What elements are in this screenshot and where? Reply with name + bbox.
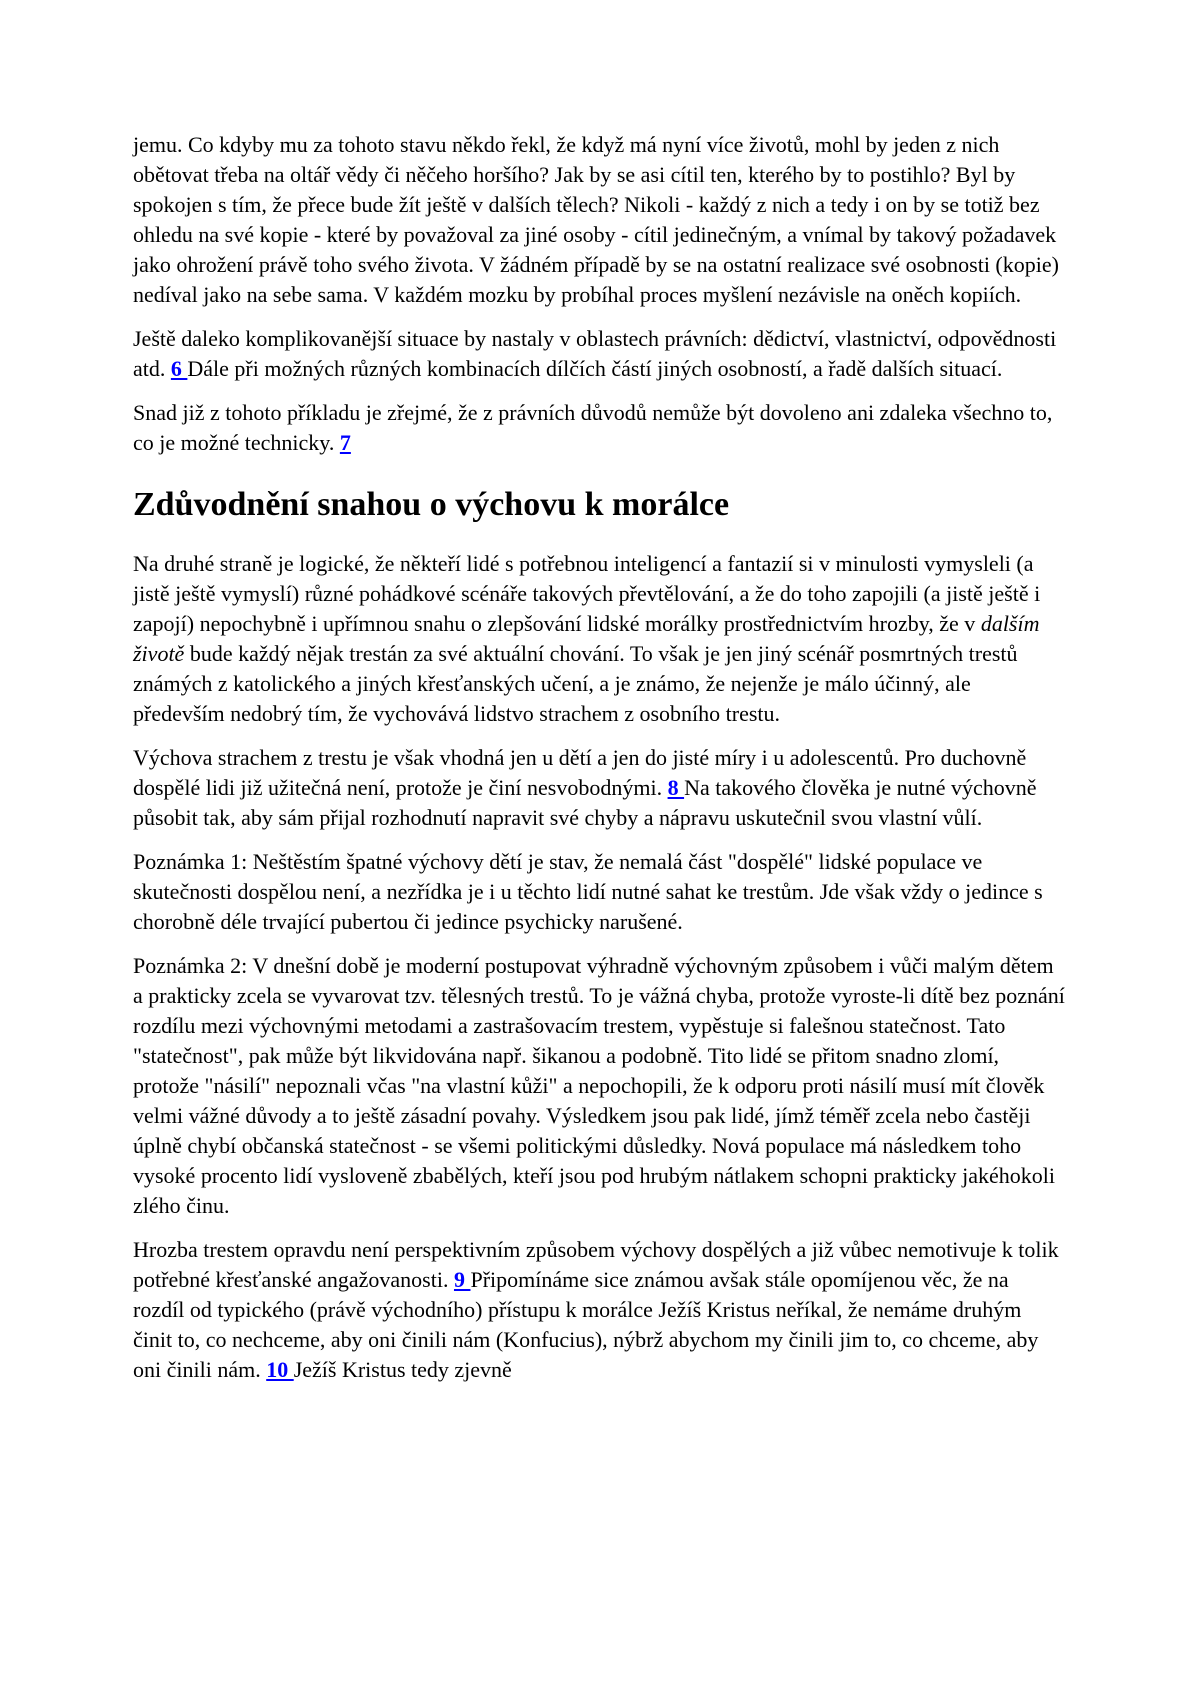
body-text: jemu. Co kdyby mu za tohoto stavu někdo řekl, že když má nyní více životů, mohl by jeden z nich obětovat třeba na oltář vědy či něčeho horšího? Jak by se asi cítil ten, kterého by to postihlo? Byl by spokojen s tím, že přece bude žít ještě v dalších tělech? Nikoli - každý z nich a tedy i on by se totiž bez ohledu na své kopie - které by považoval za jiné osoby - cítil jedinečným, a vnímal by takový požadavek jako ohrožení právě toho svého života. V žádném případě by se na ostatní realizace své osobnosti (kopie) nedíval jako na sebe sama. V každém mozku by probíhal proces myšlení nezávisle na oněch kopiích. bbox=[133, 132, 1059, 307]
paragraph bbox=[133, 398, 1065, 458]
paragraph bbox=[133, 1235, 1065, 1385]
body-text: Snad již z tohoto příkladu je zřejmé, že z právních důvodů nemůže být dovoleno ani zdaleka všechno to, co je možné technicky. bbox=[133, 400, 1053, 455]
paragraph bbox=[133, 951, 1065, 1221]
emphasized-text: dalším životě bbox=[133, 611, 1040, 666]
body-text: Výchova strachem z trestu je však vhodná jen u dětí a jen do jisté míry i u adolescentů. Pro duchovně dospělé lidi již užitečná není, protože je činí nesvobodnými. bbox=[133, 745, 1027, 800]
section-heading: Zdůvodnění snahou o výchovu k morálce bbox=[133, 486, 730, 523]
body-text: Poznámka 1: Neštěstím špatné výchovy dětí je stav, že nemalá část "dospělé" lidské populace ve skutečnosti dospělou není, a nezřídka je i u těchto lidí nutné sahat ke trestům. Jde však vždy o jedince s chorobně déle trvající pubertou či jedince psychicky narušené. bbox=[133, 849, 1043, 934]
footnote-link-8[interactable]: 8 bbox=[667, 775, 685, 800]
footnote-link-10[interactable]: 10 bbox=[266, 1357, 294, 1382]
body-text: Poznámka 2: V dnešní době je moderní postupovat výhradně výchovným způsobem i vůči malým dětem a prakticky zcela se vyvarovat tzv. tělesných trestů. To je vážná chyba, protože vyroste-li dítě bez poznání rozdílu mezi výchovnými metodami a zastrašovacím trestem, vypěstuje si falešnou statečnost. Tato "statečnost", pak může být likvidována např. šikanou a podobně. Tito lidé se přitom snadno zlomí, protože "násilí" nepoznali včas "na vlastní kůži" a nepochopili, že k odporu proti násilí musí mít člověk velmi vážné důvody a to ještě zásadní povahy. Výsledkem jsou pak lidé, jímž téměř zcela nebo častěji úplně chybí občanská statečnost - se všemi politickými důsledky. Nová populace má následkem toho vysoké procento lidí vysloveně zbabělých, kteří jsou pod hrubým nátlakem schopni prakticky jakéhokoli zlého činu. bbox=[133, 953, 1065, 1218]
footnote-link-7[interactable]: 7 bbox=[339, 430, 351, 455]
body-text: Dále při možných různých kombinacích dílčích částí jiných osobností, a řadě dalších situací. bbox=[187, 356, 1003, 381]
paragraph bbox=[133, 324, 1065, 384]
paragraph bbox=[133, 847, 1065, 937]
body-text: Ještě daleko komplikovanější situace by nastaly v oblastech právních: dědictví, vlastnictví, odpovědnosti atd. bbox=[133, 326, 1057, 381]
body-text: Hrozba trestem opravdu není perspektivním způsobem výchovy dospělých a již vůbec nemotivuje k tolik potřebné křesťanské angažovanosti. bbox=[133, 1237, 1059, 1292]
footnote-link-9[interactable]: 9 bbox=[453, 1267, 471, 1292]
footnote-link-6[interactable]: 6 bbox=[170, 356, 188, 381]
paragraph bbox=[133, 743, 1065, 833]
paragraph bbox=[133, 130, 1065, 310]
paragraph bbox=[133, 549, 1065, 729]
body-text: Připomínáme sice známou avšak stále opomíjenou věc, že na rozdíl od typického (právě východního) přístupu k morálce Ježíš Kristus neříkal, že nemáme druhým činit to, co nechceme, aby oni činili nám (Konfucius), nýbrž abychom my činili jim to, co chceme, aby oni činili nám. bbox=[133, 1267, 1039, 1382]
body-text: bude každý nějak trestán za své aktuální chování. To však je jen jiný scénář posmrtných trestů známých z katolického a jiných křesťanských učení, a je známo, že nejenže je málo účinný, ale především nedobrý tím, že vychovává lidstvo strachem z osobního trestu. bbox=[133, 641, 1018, 726]
body-text: Na druhé straně je logické, že někteří lidé s potřebnou inteligencí a fantazií si v minulosti vymysleli (a jistě ještě vymyslí) různé pohádkové scénáře takových převtělování, a že do toho zapojili (a jistě ještě i zapojí) nepochybně i upřímnou snahu o zlepšování lidské morálky prostřednictvím hrozby, že v bbox=[133, 551, 1041, 636]
body-text: Na takového člověka je nutné výchovně působit tak, aby sám přijal rozhodnutí napravit své chyby a nápravu uskutečnil svou vlastní vůlí. bbox=[133, 775, 1037, 830]
body-text: Ježíš Kristus tedy zjevně bbox=[293, 1357, 512, 1382]
